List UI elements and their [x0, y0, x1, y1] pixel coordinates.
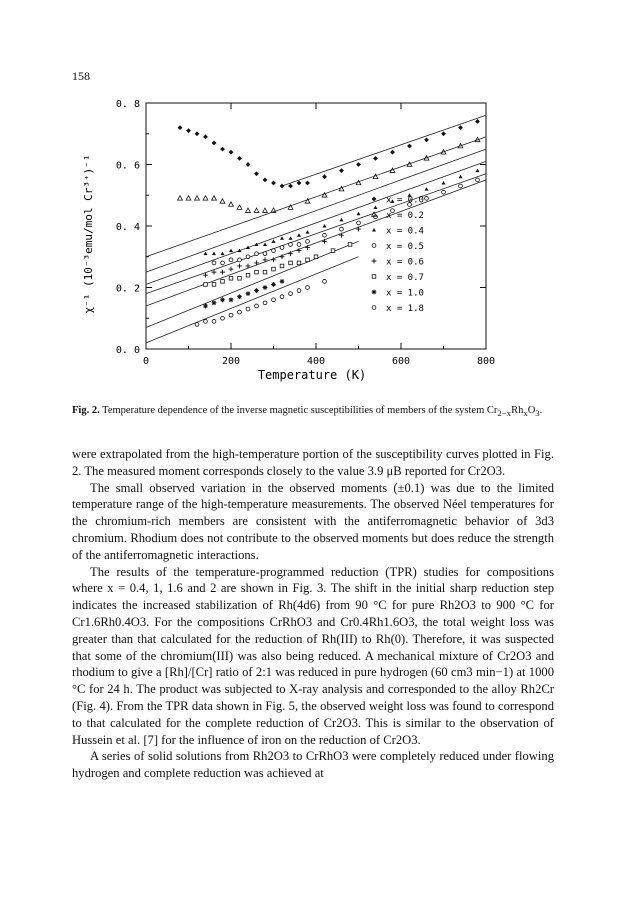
- y-tick-label: 0. 0: [115, 345, 140, 356]
- data-point: [186, 128, 191, 133]
- data-point: [305, 181, 310, 186]
- data-point: [280, 295, 284, 299]
- caption-label: Fig. 2.: [72, 405, 100, 416]
- data-point: [306, 239, 310, 243]
- data-point: [339, 168, 344, 173]
- data-point: [237, 264, 242, 269]
- caption-mid: Rh: [511, 405, 524, 416]
- data-point: [272, 298, 276, 302]
- legend-label: x = 0.4: [386, 226, 424, 237]
- data-point: [280, 184, 285, 189]
- fit-line: [146, 241, 359, 327]
- data-point: [306, 230, 310, 234]
- data-point: [212, 300, 217, 305]
- data-point: [476, 178, 480, 182]
- data-point: [237, 205, 242, 209]
- legend-label: x = 0.0: [386, 195, 424, 206]
- data-point: [238, 258, 242, 262]
- x-tick-label: 0: [142, 356, 150, 367]
- data-point: [340, 218, 344, 222]
- data-point: [373, 156, 378, 161]
- data-point: [246, 255, 250, 259]
- data-point: [374, 206, 378, 210]
- data-point: [272, 239, 276, 243]
- data-point: [255, 270, 259, 274]
- data-point: [372, 244, 376, 248]
- data-point: [221, 280, 225, 284]
- series-4: [203, 227, 361, 278]
- data-point: [263, 285, 268, 290]
- data-point: [272, 249, 276, 253]
- fit-line: [146, 137, 486, 257]
- data-point: [237, 294, 242, 299]
- data-point: [212, 141, 217, 146]
- data-point: [220, 270, 225, 275]
- data-point: [246, 162, 251, 167]
- x-axis-label: Temperature (K): [257, 368, 367, 382]
- legend-label: x = 0.5: [386, 242, 424, 252]
- legend-item: [372, 242, 424, 252]
- data-point: [212, 252, 216, 256]
- data-point: [407, 144, 412, 149]
- data-point: [204, 319, 208, 323]
- data-point: [204, 283, 208, 287]
- data-point: [229, 258, 233, 262]
- data-point: [246, 307, 250, 311]
- data-point: [212, 283, 216, 287]
- data-point: [306, 258, 310, 262]
- data-point: [263, 301, 267, 305]
- data-point: [458, 125, 463, 130]
- y-tick-label: 0. 4: [115, 222, 140, 233]
- caption-end: O: [527, 405, 536, 416]
- data-point: [323, 233, 327, 237]
- data-point: [322, 239, 327, 244]
- data-point: [280, 264, 284, 268]
- data-point: [220, 147, 225, 152]
- data-point: [254, 288, 259, 293]
- fit-line: [146, 161, 486, 284]
- series-0: [178, 119, 480, 188]
- figure-caption: [72, 404, 552, 420]
- data-point: [203, 196, 208, 200]
- data-point: [237, 156, 242, 161]
- data-point: [459, 175, 463, 179]
- y-axis-label: χ⁻¹ (10⁻³emu/mol Cr³⁺)⁻¹: [82, 154, 95, 314]
- data-point: [331, 249, 335, 253]
- data-point: [356, 162, 361, 167]
- paragraph-1: were extrapolated from the high-temperature portion of the susceptibility curves plotted in Fig. 2. The measured moment corresponds closely to the value 3.9 μB reported for Cr2O3.: [72, 447, 554, 478]
- data-point: [212, 196, 217, 200]
- data-point: [220, 297, 225, 302]
- data-point: [229, 297, 234, 302]
- data-point: [204, 252, 208, 256]
- data-point: [271, 282, 276, 287]
- data-point: [238, 310, 242, 314]
- fit-line: [146, 149, 486, 272]
- data-point: [229, 267, 234, 272]
- data-point: [178, 125, 183, 130]
- data-point: [289, 261, 293, 265]
- data-point: [254, 208, 259, 212]
- data-point: [322, 174, 327, 179]
- paragraph-2: The small observed variation in the observed moments (±0.1) was due to the limited temperature range of the high-temperature measurements. The observed Néel temperatures for the chromium-rich members are consistent with the antiferromagnetic behavior of 3d3 chromium. Rhodium does not contribute to the observed moments but does reduce the strength of the antiferromagnetic interactions.: [72, 480, 554, 562]
- legend-item: [372, 289, 424, 299]
- series-3: [212, 178, 479, 265]
- data-point: [263, 252, 267, 256]
- data-point: [271, 181, 276, 186]
- legend-label: x = 1.0: [386, 288, 424, 299]
- data-point: [212, 319, 216, 323]
- caption-dot: .: [539, 405, 543, 416]
- data-point: [425, 196, 429, 200]
- data-point: [339, 233, 344, 238]
- data-point: [476, 169, 480, 173]
- legend-label: x = 0.6: [386, 257, 424, 268]
- data-point: [221, 316, 225, 320]
- legend-item: [372, 196, 424, 206]
- data-point: [441, 131, 446, 136]
- legend-item: [372, 273, 424, 283]
- data-point: [229, 202, 234, 206]
- data-point: [372, 197, 377, 202]
- data-point: [297, 261, 301, 265]
- data-point: [372, 259, 377, 264]
- data-point: [229, 276, 233, 280]
- body-text: [72, 446, 554, 782]
- plot-frame: [146, 103, 486, 349]
- data-point: [254, 171, 259, 176]
- data-point: [246, 273, 250, 277]
- data-point: [229, 150, 234, 155]
- data-point: [297, 289, 301, 293]
- data-point: [186, 196, 191, 200]
- data-point: [246, 208, 251, 212]
- caption-text: Temperature dependence of the inverse magnetic susceptibilities of members of the system Cr: [102, 405, 498, 416]
- fit-line: [146, 180, 486, 306]
- legend-item: [372, 227, 424, 237]
- data-point: [195, 131, 200, 136]
- data-point: [442, 181, 446, 185]
- data-point: [289, 292, 293, 296]
- x-tick-label: 400: [306, 356, 326, 367]
- data-point: [314, 255, 318, 259]
- series-5: [204, 243, 352, 287]
- x-tick-label: 600: [391, 356, 411, 367]
- caption-sub-3: 3: [535, 408, 540, 419]
- data-point: [297, 181, 302, 186]
- data-point: [178, 196, 183, 200]
- data-point: [263, 270, 267, 274]
- data-point: [323, 279, 327, 283]
- data-point: [203, 304, 208, 309]
- y-tick-label: 0. 6: [115, 160, 140, 172]
- susceptibility-chart: [0, 0, 624, 400]
- data-point: [425, 187, 429, 191]
- fit-line: [146, 174, 486, 294]
- data-point: [280, 246, 284, 250]
- data-point: [238, 276, 242, 280]
- data-point: [272, 267, 276, 271]
- series-2: [204, 169, 480, 256]
- paragraph-4: A series of solid solutions from Rh2O3 to CrRhO3 were completely reduced under flowing hydrogen and complete reduction was achieved at: [72, 749, 554, 781]
- data-point: [195, 323, 199, 327]
- data-point: [424, 138, 429, 143]
- page-number: 158: [72, 69, 90, 83]
- data-point: [372, 228, 376, 232]
- data-point: [221, 261, 225, 265]
- data-point: [323, 224, 327, 228]
- data-point: [246, 291, 251, 296]
- data-point: [297, 243, 301, 247]
- data-point: [229, 313, 233, 317]
- data-point: [220, 199, 225, 203]
- data-point: [263, 242, 267, 246]
- data-point: [372, 306, 376, 310]
- x-tick-label: 200: [221, 356, 241, 367]
- data-point: [289, 243, 293, 247]
- data-point: [255, 304, 259, 308]
- paragraph-3: The results of the temperature-programmed reduction (TPR) studies for compositions where x = 0.4, 1, 1.6 and 2 are shown in Fig. 3. The shift in the initial sharp reduction step indicates the increased stabilization of Rh(4d6) from 90 °C for pure Rh2O3 to 900 °C for Cr1.6Rh0.4O3. For the compositions CrRhO3 and Cr0.4Rh1.6O3, the total weight loss was greater than that calculated for the reduction of Rh(III) to Rh(0). Therefore, it was suspected that some of the chromium(III) was also being reduced. A mechanical mixture of Cr2O3 and rhodium to give a [Rh]/[Cr] ratio of 2:1 was reduced in pure hydrogen (60 cm3 min−1) at 1000 °C for 24 h. The product was subjected to X-ray analysis and corresponded to the alloy Rh2Cr (Fig. 4). From the TPR data shown in Fig. 5, the observed weight loss was found to correspond to that calculated for the complete reduction of Cr2O3. This is similar to the observation of Hussein et al. [7] for the influence of iron on the reduction of Cr2O3.: [72, 564, 554, 747]
- fit-line: [282, 115, 486, 186]
- data-point: [229, 249, 233, 253]
- data-point: [263, 208, 268, 212]
- data-point: [390, 150, 395, 155]
- caption-sub-2: x: [523, 408, 528, 419]
- data-point: [340, 227, 344, 231]
- data-point: [297, 233, 301, 237]
- data-point: [357, 221, 361, 225]
- data-point: [289, 236, 293, 240]
- fit-line: [146, 257, 359, 343]
- data-point: [212, 261, 216, 265]
- data-point: [203, 134, 208, 139]
- data-point: [288, 184, 293, 189]
- data-point: [195, 196, 200, 200]
- data-point: [475, 119, 480, 124]
- data-point: [372, 290, 377, 295]
- y-tick-label: 0. 2: [115, 283, 140, 295]
- data-point: [280, 236, 284, 240]
- y-tick-label: 0. 8: [115, 99, 140, 110]
- legend-label: x = 0.7: [386, 273, 424, 283]
- legend-label: x = 0.2: [386, 211, 424, 221]
- data-point: [280, 279, 285, 284]
- data-point: [221, 252, 225, 256]
- data-point: [348, 243, 352, 247]
- x-tick-label: 800: [476, 356, 496, 367]
- legend-item: [372, 258, 424, 268]
- data-point: [442, 190, 446, 194]
- data-point: [357, 212, 361, 216]
- data-point: [306, 286, 310, 290]
- data-point: [459, 184, 463, 188]
- data-point: [263, 177, 268, 182]
- legend-label: x = 1.8: [386, 304, 424, 314]
- legend-item: [372, 304, 424, 314]
- data-point: [372, 275, 376, 279]
- caption-sub-1: 2−x: [497, 408, 512, 419]
- data-point: [255, 252, 259, 256]
